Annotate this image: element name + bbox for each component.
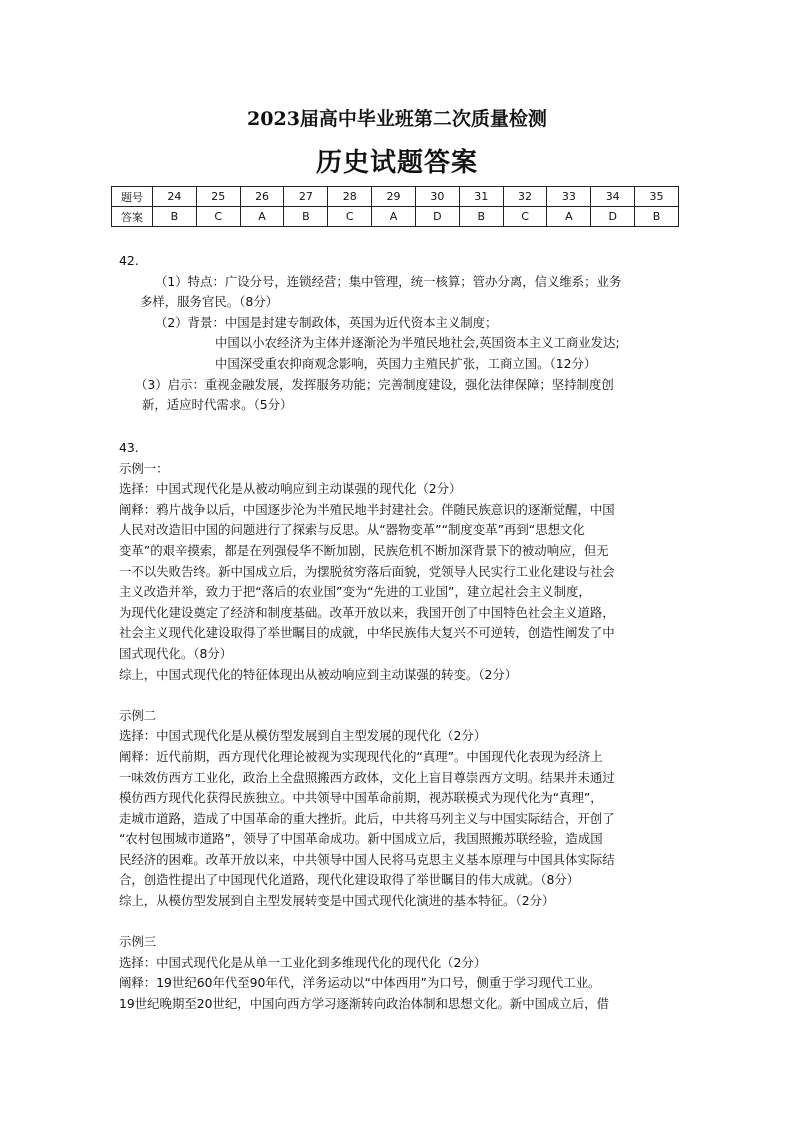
example-2-heading: 示例二 [119, 707, 157, 723]
example-1-line: 主义改造并举，致力于把“落后的农业国”变为“先进的工业国”，建立起社会主义制度， [119, 584, 591, 600]
example-3-heading: 示例三 [119, 934, 157, 950]
example-2-line: 合，创造性提出了中国现代化道路，现代化建设取得了举世瞩目的伟大成就。（8分） [119, 872, 580, 888]
example-2-line: “农村包围城市道路”，领导了中国革命成功。新中国成立后，我国照搬苏联经验，造成国 [119, 831, 603, 847]
question-43-number: 43. [119, 440, 139, 455]
question-number-cell: 30 [415, 187, 459, 207]
example-2-line: 选择：中国式现代化是从模仿型发展到自主型发展的现代化（2分） [119, 728, 487, 744]
q42-part2-line: （2）背景：中国是封建专制政体，英国为近代资本主义制度； [155, 314, 498, 330]
example-1-line: 一不以失败告终。新中国成立后，为摆脱贫穷落后面貌，党领导人民实行工业化建设与社会 [119, 563, 615, 579]
example-1-line: 阐释：鸦片战争以后，中国逐步沦为半殖民地半封建社会。伴随民族意识的逐渐觉醒，中国 [119, 501, 615, 517]
q42-part3-line: 新，适应时代需求。（5分） [142, 397, 293, 413]
question-number-cell: 24 [153, 187, 197, 207]
question-number-cell: 27 [284, 187, 328, 207]
answer-cell: B [459, 207, 503, 227]
spacer [119, 912, 689, 933]
example-1-line: 社会主义现代化建设取得了举世瞩目的成就，中华民族伟大复兴不可逆转，创造性阐发了中 [119, 625, 615, 641]
example-2-line: 一味效仿西方工业化，政治上全盘照搬西方政体，文化上盲目尊崇西方文明。结果并未通过 [119, 769, 615, 785]
spacer [119, 685, 689, 706]
q42-part1-line: 多样，服务官民。（8分） [140, 294, 278, 310]
example-3-line: 阐释：19世纪60年代至90年代，洋务运动以“中体西用”为口号，侧重于学习现代工业。 [119, 975, 601, 991]
example-2-line: 民经济的困难。改革开放以来，中共领导中国人民将马克思主义基本原理与中国具体实际结 [119, 851, 615, 867]
example-1-line: 人民对改造旧中国的问题进行了探索与反思。从“器物变革”“制度变革”再到“思想文化 [119, 522, 585, 538]
example-2-line: 走城市道路，造成了中国革命的重大挫折。此后，中共将马列主义与中国实际结合，开创了 [119, 810, 615, 826]
answer-cell: D [415, 207, 459, 227]
answer-key-table [111, 186, 679, 227]
example-1-line: 为现代化建设奠定了经济和制度基础。改革开放以来，我国开创了中国特色社会主义道路， [119, 604, 615, 620]
question-number-cell: 26 [240, 187, 284, 207]
example-1-heading: 示例一： [119, 460, 169, 476]
example-1-line: 选择：中国式现代化是从被动响应到主动谋强的现代化（2分） [119, 481, 462, 497]
answer-cell: A [372, 207, 416, 227]
answer-cell: C [328, 207, 372, 227]
q42-part2-line: 中国深受重农抑商观念影响，英国力主殖民扩张，工商立国。（12分） [215, 355, 597, 371]
question-number-cell: 33 [547, 187, 591, 207]
example-2-line: 阐释：近代前期，西方现代化理论被视为实现现代化的“真理”。中国现代化表现为经济上 [119, 748, 603, 764]
example-1-line: 国式现代化。（8分） [119, 645, 233, 661]
question-number-cell: 28 [328, 187, 372, 207]
question-43-section [119, 438, 689, 1015]
question-42-number: 42. [119, 253, 139, 268]
example-3-line: 选择：中国式现代化是从单一工业化到多维现代化的现代化（2分） [119, 954, 487, 970]
example-2-line: 模仿西方现代化获得民族独立。中共领导中国革命前期，视苏联模式为现代化为“真理”， [119, 790, 603, 806]
exam-subtitle: 历史试题答案 [315, 148, 478, 178]
answer-cell: A [547, 207, 591, 227]
answer-cell: B [635, 207, 679, 227]
question-number-row [112, 187, 679, 207]
q42-part3-line: （3）启示：重视金融发展，发挥服务功能；完善制度建设，强化法律保障；坚持制度创 [135, 376, 614, 392]
answer-cell: C [503, 207, 547, 227]
row-label-question: 题号 [112, 187, 153, 207]
example-1-line: 综上，中国式现代化的特征体现出从被动响应到主动谋强的转变。（2分） [119, 666, 518, 682]
example-1-line: 变革”的艰辛摸索，都是在列强侵华不断加剧，民族危机不断加深背景下的被动响应，但无 [119, 542, 609, 558]
question-number-cell: 34 [591, 187, 635, 207]
q42-part2-line: 中国以小农经济为主体并逐渐沦为半殖民地社会,英国资本主义工商业发达; [215, 335, 620, 351]
question-number-cell: 25 [196, 187, 240, 207]
question-number-cell: 29 [372, 187, 416, 207]
question-number-cell: 32 [503, 187, 547, 207]
question-42-section [119, 251, 689, 416]
question-number-cell: 35 [635, 187, 679, 207]
answer-cell: B [284, 207, 328, 227]
exam-title: 2023届高中毕业班第二次质量检测 [247, 108, 547, 130]
answer-cell: B [153, 207, 197, 227]
example-2-line: 综上，从模仿型发展到自主型发展转变是中国式现代化演进的基本特征。（2分） [119, 893, 555, 909]
question-number-cell: 31 [459, 187, 503, 207]
answer-cell: C [196, 207, 240, 227]
example-3-line: 19世纪晚期至20世纪，中国向西方学习逐渐转向政治体制和思想文化。新中国成立后，借 [119, 996, 609, 1012]
row-label-answer: 答案 [112, 207, 153, 227]
answer-cell: A [240, 207, 284, 227]
answer-row [112, 207, 679, 227]
q42-part1-line: （1）特点：广设分号，连锁经营；集中管理，统一核算；管办分离，信义维系；业务 [155, 273, 622, 289]
answer-cell: D [591, 207, 635, 227]
